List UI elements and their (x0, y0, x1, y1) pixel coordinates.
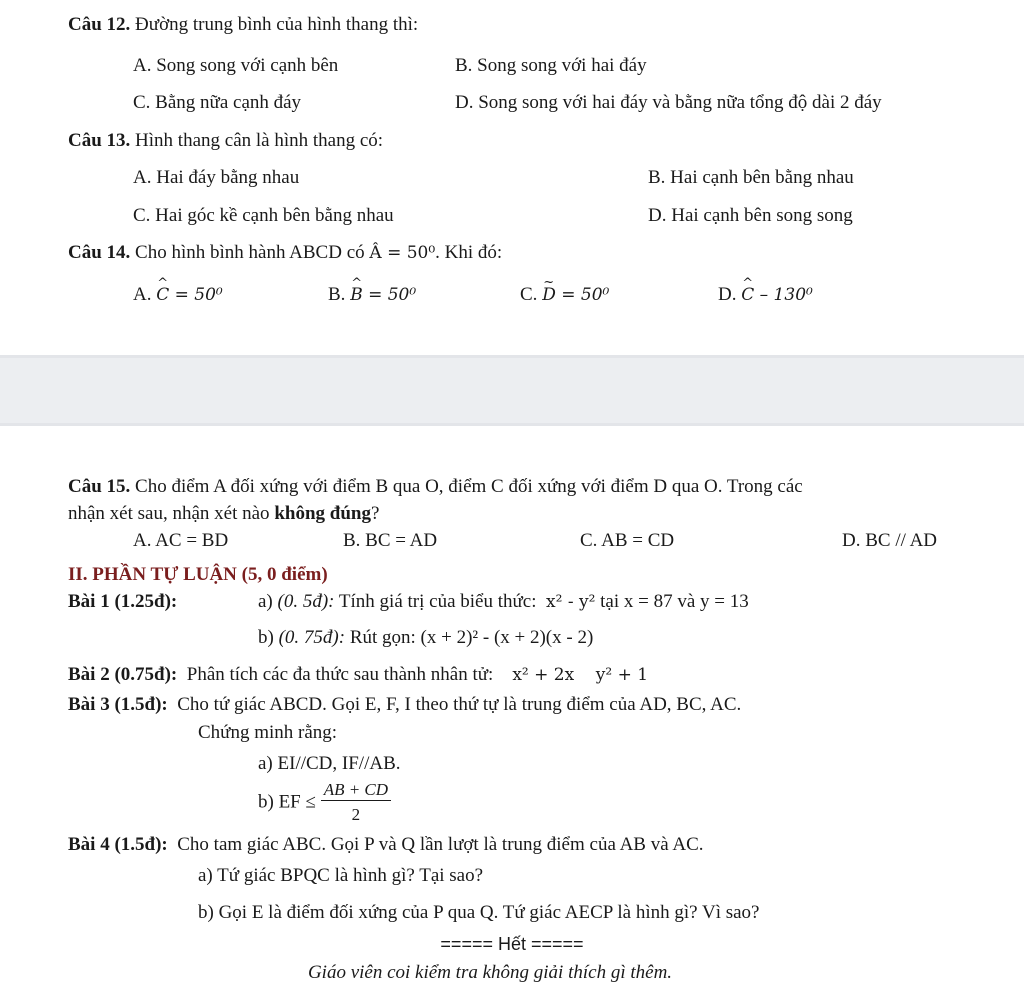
q13-option-a: A. Hai đáy bằng nhau (133, 167, 300, 188)
q14-option-b-label: B. (328, 284, 346, 305)
bai1-a-at: tại (600, 591, 620, 612)
q12-option-a: A. Song song với cạnh bên (133, 55, 339, 76)
q15-line2-bold: không đúng (274, 503, 371, 524)
bai1-a-text: Tính giá trị của biểu thức: (338, 591, 537, 612)
bai3-prove: Chứng minh rằng: (198, 722, 338, 743)
bai2-title: Bài 2 (0.75đ): (68, 664, 178, 685)
q14-option-c-label: C. (520, 284, 538, 305)
bai3-b-denominator: 2 (351, 805, 361, 824)
bai1-a-values: x = 87 và y = 13 (623, 591, 749, 612)
q14-option-a-label: A. (133, 284, 152, 305)
bai2-expr: x² + 2x y² + 1 (512, 665, 649, 685)
q14-tail: . Khi đó: (435, 242, 503, 263)
bai2 (68, 664, 648, 686)
bai1-title: Bài 1 (1.25đ): (68, 591, 178, 612)
q15-line2-post: ? (370, 503, 380, 524)
bai1-b-expr: (x + 2)² - (x + 2)(x - 2) (420, 627, 594, 648)
q14-option-c-val: = 50⁰ (561, 285, 610, 305)
q15-option-d: D. BC // AD (842, 530, 938, 551)
bai1-b-points: (0. 75đ): (278, 627, 346, 648)
q14-option-d-label: D. (718, 284, 737, 305)
bai3-text: Cho tứ giác ABCD. Gọi E, F, I theo thứ tự là trung điểm của AD, BC, AC. (177, 694, 742, 715)
q13-text: Hình thang cân là hình thang có: (135, 130, 384, 151)
q12-text: Đường trung bình của hình thang thì: (135, 14, 419, 35)
q12-option-b: B. Song song với hai đáy (455, 55, 647, 76)
bai3-b-text: b) EF ≤ (258, 791, 316, 813)
bai3-part-a: a) EI//CD, IF//AB. (258, 753, 401, 774)
q15-line2 (68, 503, 379, 525)
q14-option-c (520, 284, 609, 306)
q14-text: Cho hình bình hành ABCD có (135, 242, 365, 263)
bai1-part-a (258, 591, 749, 613)
end-marker: ===== Hết ===== (440, 934, 584, 954)
bai1-b-text: Rút gọn: (349, 627, 416, 648)
bai3-title: Bài 3 (1.5đ): (68, 694, 168, 715)
q14-option-b-val: = 50⁰ (368, 285, 417, 305)
q13-question (68, 130, 383, 152)
q15-option-c: C. AB = CD (580, 530, 675, 551)
footer-note: Giáo viên coi kiểm tra không giải thích gì thêm. (307, 962, 673, 983)
q14-angle: Â = 50⁰ (369, 243, 436, 263)
bai4-part-a: a) Tứ giác BPQC là hình gì? Tại sao? (198, 865, 484, 886)
q14-option-a-val: = 50⁰ (174, 285, 223, 305)
bai4 (68, 834, 704, 856)
q15-text: Cho điểm A đối xứng với điểm B qua O, điểm C đối xứng với điểm D qua O. Trong các (135, 476, 803, 497)
q12-option-d: D. Song song với hai đáy và bằng nữa tổng độ dài 2 đáy (455, 92, 882, 113)
q14-option-c-var: ~ D (542, 285, 556, 305)
bai3 (68, 694, 741, 716)
page-break-band (0, 355, 1024, 426)
bai3-part-b (258, 780, 391, 825)
q14-option-b (328, 284, 416, 306)
q14-option-b-var: ^ B (350, 285, 363, 305)
q14-option-d (718, 284, 813, 306)
bai1-a-expr: x² - y² (546, 592, 596, 612)
q14-option-d-var: ^ C (741, 285, 754, 305)
q15-line2-pre: nhận xét sau, nhận xét nào (68, 503, 270, 524)
bai4-title: Bài 4 (1.5đ): (68, 834, 168, 855)
q13-option-c: C. Hai góc kề cạnh bên bằng nhau (133, 205, 394, 226)
q15-question (68, 476, 803, 498)
q12-option-c: C. Bằng nữa cạnh đáy (133, 92, 302, 113)
q14-question (68, 242, 502, 264)
q14-option-a-var: ^ C (156, 285, 169, 305)
bai4-text: Cho tam giác ABC. Gọi P và Q lần lượt là trung điểm của AB và AC. (177, 834, 704, 855)
q13-title: Câu 13. (68, 130, 131, 151)
q12-question (68, 14, 418, 36)
bai1-a-points: (0. 5đ): (277, 591, 335, 612)
q13-option-b: B. Hai cạnh bên bằng nhau (648, 167, 854, 188)
bai3-b-fraction (321, 780, 391, 825)
q15-option-b: B. BC = AD (343, 530, 438, 551)
q12-title: Câu 12. (68, 14, 131, 35)
q15-title: Câu 15. (68, 476, 131, 497)
bai4-part-b: b) Gọi E là điểm đối xứng của P qua Q. Tứ giác AECP là hình gì? Vì sao? (198, 902, 760, 923)
q15-option-a: A. AC = BD (133, 530, 229, 551)
q13-option-d: D. Hai cạnh bên song song (648, 205, 853, 226)
bai2-text: Phân tích các đa thức sau thành nhân tử: (186, 664, 494, 685)
bai1-b-label: b) (258, 627, 274, 648)
part2-heading: II. PHẦN TỰ LUẬN (5, 0 điểm) (68, 564, 328, 585)
bai3-b-numerator: AB + CD (321, 780, 391, 801)
q14-option-d-val: – 130⁰ (759, 285, 813, 305)
q14-title: Câu 14. (68, 242, 131, 263)
bai1-a-label: a) (258, 591, 273, 612)
bai1-part-b (258, 627, 593, 649)
q14-option-a (133, 284, 223, 306)
